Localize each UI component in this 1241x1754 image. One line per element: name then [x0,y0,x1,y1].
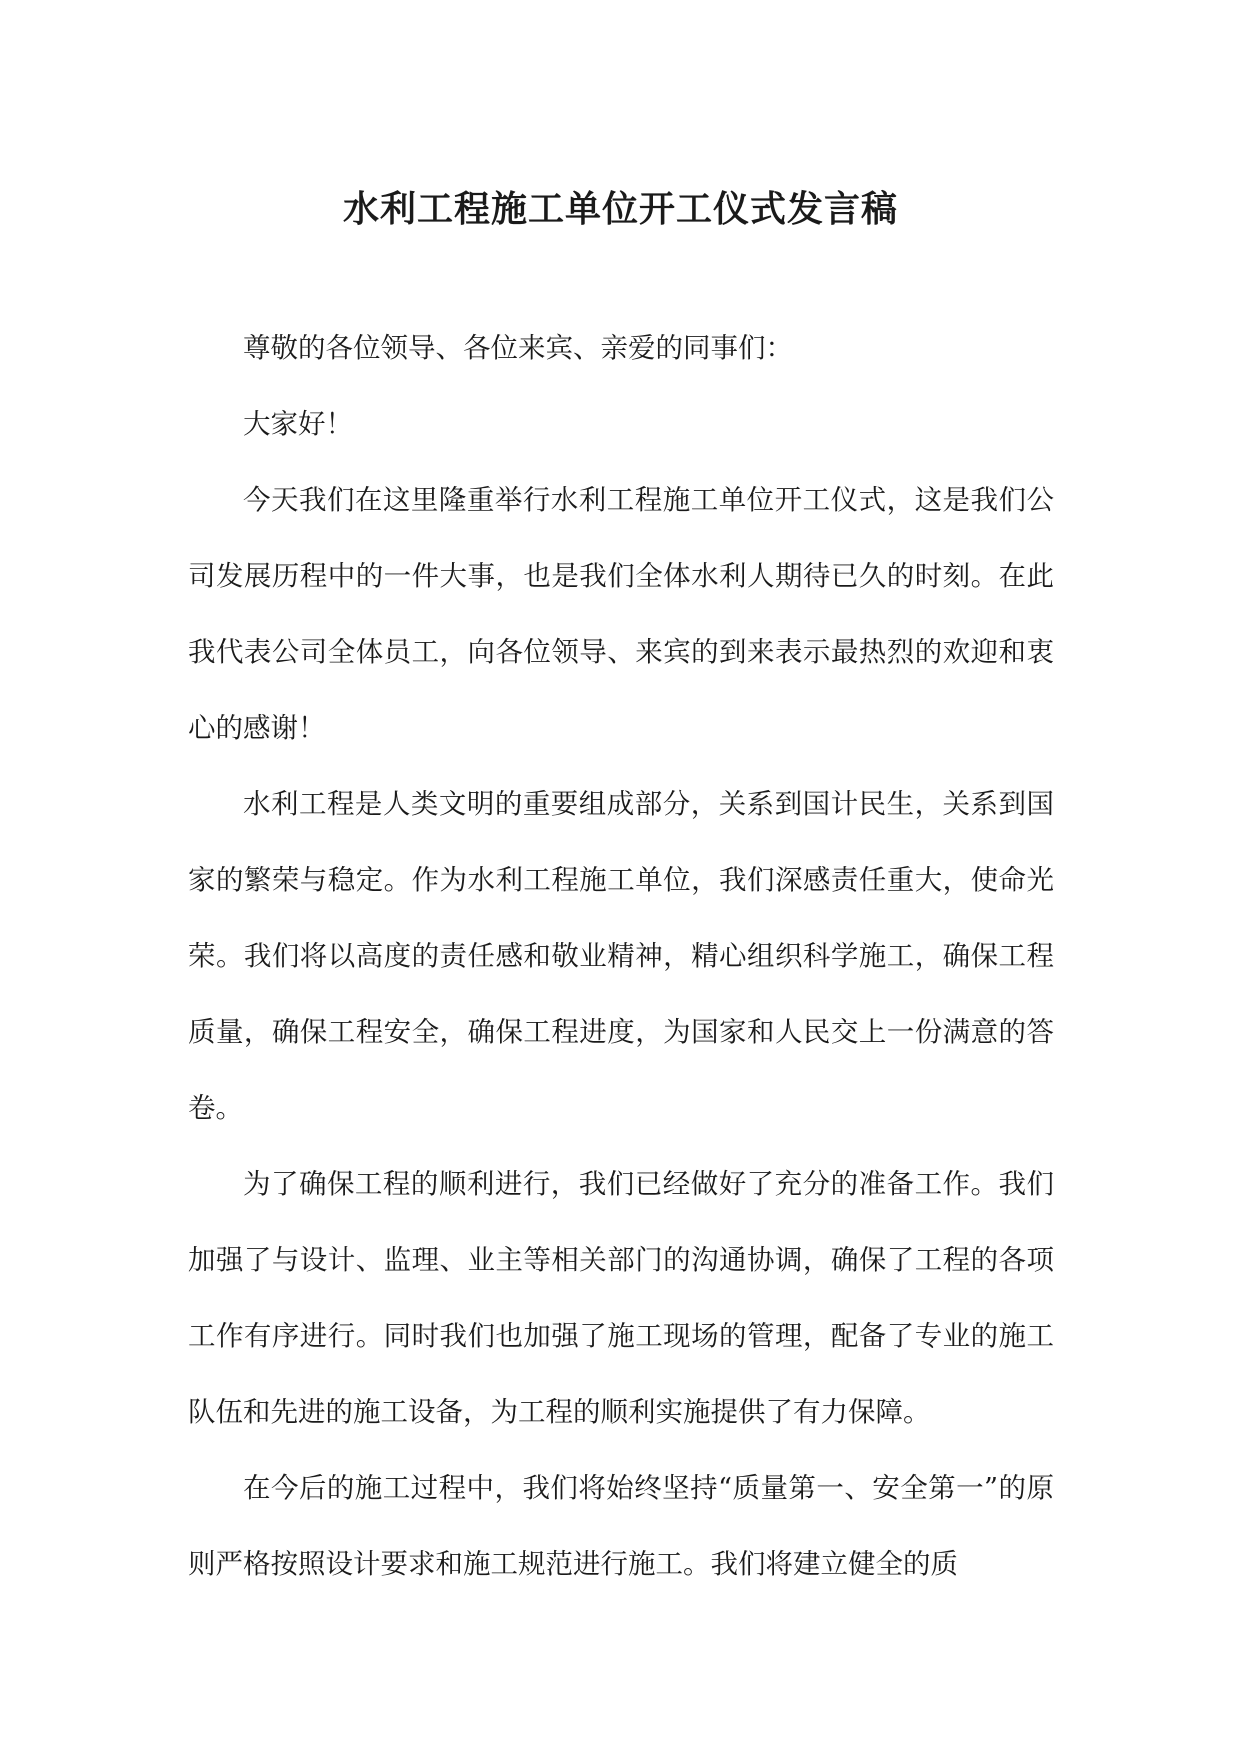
paragraph-preparation: 为了确保工程的顺利进行，我们已经做好了充分的准备工作。我们加强了与设计、监理、业主等相关部门的沟通协调，确保了工程的各项工作有序进行。同时我们也加强了施工现场的管理，配备了专业的施工队伍和先进的施工设备，为工程的顺利实施提供了有力保障。 [188,1168,1054,1428]
paragraph-commitment: 在今后的施工过程中，我们将始终坚持“质量第一、安全第一”的原则严格按照设计要求和施工规范进行施工。我们将建立健全的质 [188,1472,1054,1580]
document-title: 水利工程施工单位开工仪式发言稿 [342,188,898,230]
paragraph-importance: 水利工程是人类文明的重要组成部分，关系到国计民生，关系到国家的繁荣与稳定。作为水利工程施工单位，我们深感责任重大，使命光荣。我们将以高度的责任感和敬业精神，精心组织科学施工，确保工程质量，确保工程安全，确保工程进度，为国家和人民交上一份满意的答卷。 [188,788,1054,1124]
paragraph-salutation: 尊敬的各位领导、各位来宾、亲爱的同事们： [243,332,793,364]
document-body [188,310,1054,1602]
paragraph-opening: 今天我们在这里隆重举行水利工程施工单位开工仪式，这是我们公司发展历程中的一件大事，也是我们全体水利人期待已久的时刻。在此我代表公司全体员工，向各位领导、来宾的到来表示最热烈的欢迎和衷心的感谢！ [188,484,1054,744]
paragraph-greeting: 大家好！ [243,408,353,440]
